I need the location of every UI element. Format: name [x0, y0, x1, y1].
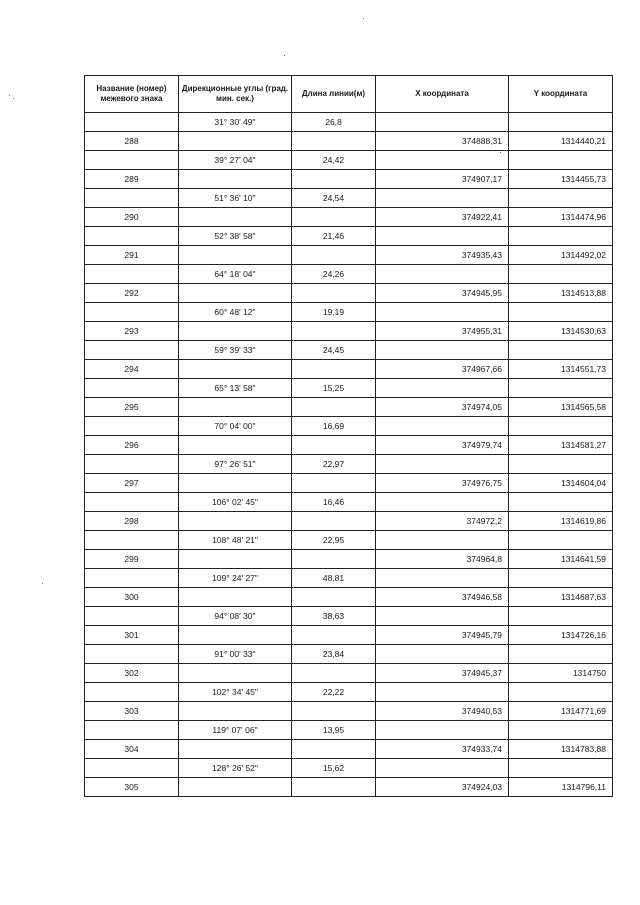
- x-coordinate-cell: [376, 607, 509, 626]
- line-length-cell: [292, 512, 376, 531]
- line-length-cell: 15,25: [292, 379, 376, 398]
- line-length-cell: 22,95: [292, 531, 376, 550]
- segment-row: [85, 721, 613, 740]
- y-coordinate-cell: [509, 569, 613, 588]
- y-coordinate-cell: [509, 493, 613, 512]
- direction-angle-cell: [179, 474, 292, 493]
- table-body: [85, 113, 613, 797]
- point-row: [85, 208, 613, 227]
- point-row: [85, 664, 613, 683]
- direction-angle-cell: 108° 48' 21": [179, 531, 292, 550]
- line-length-cell: 23,84: [292, 645, 376, 664]
- x-coordinate-cell: 374922,41: [376, 208, 509, 227]
- y-coordinate-cell: 1314783,88: [509, 740, 613, 759]
- direction-angle-cell: [179, 132, 292, 151]
- point-name-cell: [85, 721, 179, 740]
- x-coordinate-cell: [376, 759, 509, 778]
- header-point-name: Название (номер) межевого знака: [85, 76, 179, 113]
- point-name-cell: 288: [85, 132, 179, 151]
- y-coordinate-cell: 1314687,63: [509, 588, 613, 607]
- scan-speck: [500, 152, 501, 153]
- y-coordinate-cell: [509, 151, 613, 170]
- segment-row: [85, 645, 613, 664]
- y-coordinate-cell: [509, 645, 613, 664]
- point-name-cell: 297: [85, 474, 179, 493]
- line-length-cell: [292, 322, 376, 341]
- table-header-row: [85, 76, 613, 113]
- point-name-cell: [85, 341, 179, 360]
- line-length-cell: 22,97: [292, 455, 376, 474]
- segment-row: [85, 151, 613, 170]
- x-coordinate-cell: [376, 265, 509, 284]
- point-name-cell: 304: [85, 740, 179, 759]
- x-coordinate-cell: [376, 531, 509, 550]
- line-length-cell: [292, 664, 376, 683]
- line-length-cell: [292, 360, 376, 379]
- point-name-cell: [85, 151, 179, 170]
- point-name-cell: 292: [85, 284, 179, 303]
- point-name-cell: 290: [85, 208, 179, 227]
- point-row: [85, 132, 613, 151]
- line-length-cell: 16,46: [292, 493, 376, 512]
- direction-angle-cell: [179, 284, 292, 303]
- x-coordinate-cell: [376, 303, 509, 322]
- x-coordinate-cell: 374935,43: [376, 246, 509, 265]
- point-row: [85, 474, 613, 493]
- y-coordinate-cell: 1314492,02: [509, 246, 613, 265]
- y-coordinate-cell: 1314565,58: [509, 398, 613, 417]
- y-coordinate-cell: 1314641,59: [509, 550, 613, 569]
- line-length-cell: 26,8: [292, 113, 376, 132]
- y-coordinate-cell: [509, 379, 613, 398]
- direction-angle-cell: 70° 04' 00": [179, 417, 292, 436]
- point-row: [85, 550, 613, 569]
- x-coordinate-cell: 374924,03: [376, 778, 509, 797]
- y-coordinate-cell: 1314513,88: [509, 284, 613, 303]
- line-length-cell: 24,26: [292, 265, 376, 284]
- direction-angle-cell: 39° 27' 04": [179, 151, 292, 170]
- scan-speck: [363, 18, 364, 19]
- point-name-cell: [85, 759, 179, 778]
- segment-row: [85, 189, 613, 208]
- scan-speck: [284, 55, 285, 56]
- y-coordinate-cell: [509, 721, 613, 740]
- x-coordinate-cell: 374945,37: [376, 664, 509, 683]
- x-coordinate-cell: 374945,95: [376, 284, 509, 303]
- direction-angle-cell: [179, 512, 292, 531]
- y-coordinate-cell: 1314581,27: [509, 436, 613, 455]
- y-coordinate-cell: [509, 341, 613, 360]
- point-name-cell: [85, 645, 179, 664]
- segment-row: [85, 493, 613, 512]
- line-length-cell: [292, 132, 376, 151]
- direction-angle-cell: [179, 626, 292, 645]
- direction-angle-cell: 94° 08' 30": [179, 607, 292, 626]
- point-name-cell: 305: [85, 778, 179, 797]
- direction-angle-cell: [179, 436, 292, 455]
- direction-angle-cell: 65° 13' 58": [179, 379, 292, 398]
- segment-row: [85, 113, 613, 132]
- x-coordinate-cell: [376, 645, 509, 664]
- header-x-coordinate: X координата: [376, 76, 509, 113]
- direction-angle-cell: 64° 18' 04": [179, 265, 292, 284]
- direction-angle-cell: 128° 26' 52": [179, 759, 292, 778]
- x-coordinate-cell: 374976,75: [376, 474, 509, 493]
- y-coordinate-cell: [509, 303, 613, 322]
- y-coordinate-cell: 1314771,69: [509, 702, 613, 721]
- x-coordinate-cell: 374974,05: [376, 398, 509, 417]
- x-coordinate-cell: 374907,17: [376, 170, 509, 189]
- y-coordinate-cell: [509, 683, 613, 702]
- scan-speck: [9, 95, 10, 96]
- line-length-cell: [292, 740, 376, 759]
- direction-angle-cell: [179, 360, 292, 379]
- x-coordinate-cell: [376, 493, 509, 512]
- segment-row: [85, 569, 613, 588]
- y-coordinate-cell: [509, 227, 613, 246]
- line-length-cell: 24,42: [292, 151, 376, 170]
- point-name-cell: [85, 379, 179, 398]
- point-name-cell: 300: [85, 588, 179, 607]
- direction-angle-cell: [179, 208, 292, 227]
- y-coordinate-cell: [509, 417, 613, 436]
- point-name-cell: [85, 607, 179, 626]
- direction-angle-cell: 59° 39' 33": [179, 341, 292, 360]
- line-length-cell: [292, 778, 376, 797]
- direction-angle-cell: 97° 26' 51": [179, 455, 292, 474]
- point-name-cell: [85, 455, 179, 474]
- segment-row: [85, 417, 613, 436]
- line-length-cell: [292, 398, 376, 417]
- x-coordinate-cell: [376, 379, 509, 398]
- header-line-length: Длина линии(м): [292, 76, 376, 113]
- x-coordinate-cell: 374967,66: [376, 360, 509, 379]
- point-name-cell: [85, 569, 179, 588]
- header-direction-angle: Дирекционные углы (град. мин. сек.): [179, 76, 292, 113]
- direction-angle-cell: 91° 00' 33": [179, 645, 292, 664]
- header-y-coordinate: Y координата: [509, 76, 613, 113]
- point-row: [85, 702, 613, 721]
- point-name-cell: 303: [85, 702, 179, 721]
- y-coordinate-cell: 1314474,96: [509, 208, 613, 227]
- y-coordinate-cell: [509, 759, 613, 778]
- x-coordinate-cell: 374946,58: [376, 588, 509, 607]
- x-coordinate-cell: 374964,8: [376, 550, 509, 569]
- y-coordinate-cell: 1314530,63: [509, 322, 613, 341]
- point-name-cell: [85, 531, 179, 550]
- segment-row: [85, 683, 613, 702]
- point-name-cell: 289: [85, 170, 179, 189]
- line-length-cell: 13,95: [292, 721, 376, 740]
- point-row: [85, 398, 613, 417]
- x-coordinate-cell: [376, 151, 509, 170]
- direction-angle-cell: [179, 664, 292, 683]
- y-coordinate-cell: 1314796,11: [509, 778, 613, 797]
- point-row: [85, 284, 613, 303]
- x-coordinate-cell: 374933,74: [376, 740, 509, 759]
- direction-angle-cell: 109° 24' 27": [179, 569, 292, 588]
- point-name-cell: [85, 417, 179, 436]
- line-length-cell: 21,46: [292, 227, 376, 246]
- x-coordinate-cell: [376, 683, 509, 702]
- point-name-cell: [85, 303, 179, 322]
- segment-row: [85, 265, 613, 284]
- x-coordinate-cell: [376, 569, 509, 588]
- x-coordinate-cell: 374955,31: [376, 322, 509, 341]
- point-row: [85, 740, 613, 759]
- y-coordinate-cell: [509, 607, 613, 626]
- line-length-cell: [292, 626, 376, 645]
- segment-row: [85, 227, 613, 246]
- direction-angle-cell: [179, 398, 292, 417]
- line-length-cell: [292, 474, 376, 493]
- x-coordinate-cell: [376, 227, 509, 246]
- x-coordinate-cell: [376, 113, 509, 132]
- point-row: [85, 512, 613, 531]
- direction-angle-cell: [179, 702, 292, 721]
- direction-angle-cell: [179, 170, 292, 189]
- scan-speck: [42, 583, 43, 584]
- survey-coordinates-table: [84, 75, 613, 797]
- line-length-cell: [292, 550, 376, 569]
- direction-angle-cell: [179, 246, 292, 265]
- y-coordinate-cell: 1314604,04: [509, 474, 613, 493]
- line-length-cell: [292, 588, 376, 607]
- x-coordinate-cell: [376, 341, 509, 360]
- point-name-cell: 296: [85, 436, 179, 455]
- point-row: [85, 588, 613, 607]
- point-name-cell: [85, 113, 179, 132]
- line-length-cell: [292, 208, 376, 227]
- point-name-cell: [85, 493, 179, 512]
- point-name-cell: 299: [85, 550, 179, 569]
- x-coordinate-cell: [376, 417, 509, 436]
- point-name-cell: 291: [85, 246, 179, 265]
- y-coordinate-cell: 1314726,16: [509, 626, 613, 645]
- x-coordinate-cell: 374945,79: [376, 626, 509, 645]
- y-coordinate-cell: 1314750: [509, 664, 613, 683]
- y-coordinate-cell: [509, 455, 613, 474]
- point-name-cell: [85, 227, 179, 246]
- point-name-cell: 302: [85, 664, 179, 683]
- direction-angle-cell: 31° 30' 49": [179, 113, 292, 132]
- point-name-cell: 295: [85, 398, 179, 417]
- point-row: [85, 778, 613, 797]
- y-coordinate-cell: 1314440,21: [509, 132, 613, 151]
- x-coordinate-cell: [376, 189, 509, 208]
- y-coordinate-cell: 1314455,73: [509, 170, 613, 189]
- x-coordinate-cell: 374940,53: [376, 702, 509, 721]
- line-length-cell: 38,63: [292, 607, 376, 626]
- point-row: [85, 626, 613, 645]
- segment-row: [85, 759, 613, 778]
- x-coordinate-cell: 374888,31: [376, 132, 509, 151]
- x-coordinate-cell: 374979,74: [376, 436, 509, 455]
- line-length-cell: 24,45: [292, 341, 376, 360]
- direction-angle-cell: 102° 34' 45": [179, 683, 292, 702]
- line-length-cell: 48,81: [292, 569, 376, 588]
- segment-row: [85, 607, 613, 626]
- line-length-cell: [292, 284, 376, 303]
- direction-angle-cell: 51° 36' 10": [179, 189, 292, 208]
- point-name-cell: 298: [85, 512, 179, 531]
- direction-angle-cell: 52° 38' 58": [179, 227, 292, 246]
- x-coordinate-cell: 374972,2: [376, 512, 509, 531]
- scan-speck: [13, 98, 14, 99]
- line-length-cell: [292, 436, 376, 455]
- direction-angle-cell: [179, 740, 292, 759]
- y-coordinate-cell: [509, 113, 613, 132]
- segment-row: [85, 531, 613, 550]
- point-row: [85, 170, 613, 189]
- direction-angle-cell: [179, 550, 292, 569]
- point-row: [85, 246, 613, 265]
- direction-angle-cell: 60° 48' 12": [179, 303, 292, 322]
- line-length-cell: 24,54: [292, 189, 376, 208]
- y-coordinate-cell: [509, 265, 613, 284]
- point-row: [85, 322, 613, 341]
- point-row: [85, 360, 613, 379]
- x-coordinate-cell: [376, 455, 509, 474]
- point-name-cell: [85, 189, 179, 208]
- line-length-cell: 15,62: [292, 759, 376, 778]
- point-name-cell: 301: [85, 626, 179, 645]
- segment-row: [85, 455, 613, 474]
- y-coordinate-cell: [509, 189, 613, 208]
- segment-row: [85, 379, 613, 398]
- direction-angle-cell: [179, 778, 292, 797]
- line-length-cell: [292, 246, 376, 265]
- line-length-cell: 16,69: [292, 417, 376, 436]
- direction-angle-cell: 119° 07' 06": [179, 721, 292, 740]
- y-coordinate-cell: 1314551,73: [509, 360, 613, 379]
- direction-angle-cell: [179, 322, 292, 341]
- point-name-cell: [85, 683, 179, 702]
- direction-angle-cell: [179, 588, 292, 607]
- line-length-cell: 19,19: [292, 303, 376, 322]
- y-coordinate-cell: [509, 531, 613, 550]
- line-length-cell: [292, 170, 376, 189]
- line-length-cell: [292, 702, 376, 721]
- direction-angle-cell: 106° 02' 45": [179, 493, 292, 512]
- point-name-cell: [85, 265, 179, 284]
- line-length-cell: 22,22: [292, 683, 376, 702]
- point-name-cell: 293: [85, 322, 179, 341]
- point-name-cell: 294: [85, 360, 179, 379]
- x-coordinate-cell: [376, 721, 509, 740]
- segment-row: [85, 303, 613, 322]
- segment-row: [85, 341, 613, 360]
- point-row: [85, 436, 613, 455]
- y-coordinate-cell: 1314619,86: [509, 512, 613, 531]
